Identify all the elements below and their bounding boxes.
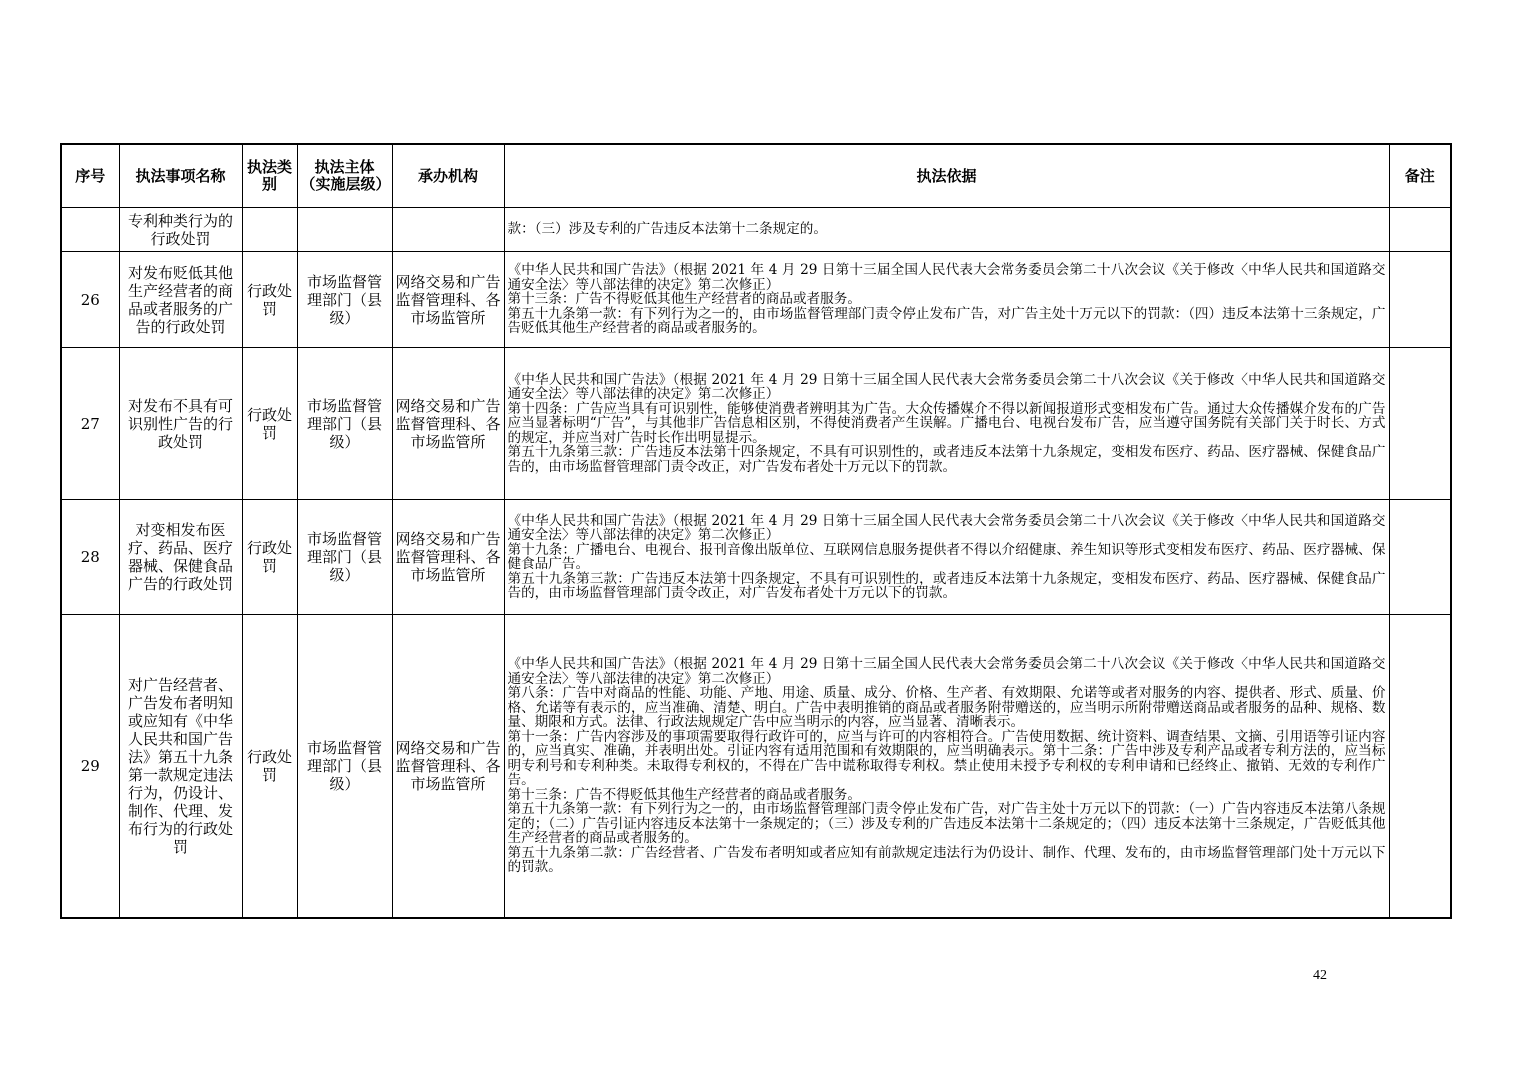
header-name: 执法事项名称 (119, 144, 242, 208)
row-name: 对变相发布医疗、药品、医疗器械、保健食品广告的行政处罚 (119, 500, 242, 615)
row-note (1389, 500, 1451, 615)
row-name: 专利种类行为的行政处罚 (119, 208, 242, 252)
row-seq: 29 (61, 615, 119, 918)
table-row (61, 615, 1451, 918)
row-basis (504, 500, 1389, 615)
row-org: 网络交易和广告监督管理科、各市场监管所 (392, 500, 504, 615)
basis-paragraph: 第五十九条第三款：广告违反本法第十四条规定，不具有可识别性的，或者违反本法第十九条规定，变相发布医疗、药品、医疗器械、保健食品广告的，由市场监督管理部门责令改正，对广告发布者处十万元以下的罚款。 (507, 444, 1386, 475)
basis-paragraph: 第五十九条第三款：广告违反本法第十四条规定，不具有可识别性的，或者违反本法第十九条规定，变相发布医疗、药品、医疗器械、保健食品广告的，由市场监督管理部门责令改正，对广告发布者处十万元以下的罚款。 (507, 570, 1386, 601)
row-org: 网络交易和广告监督管理科、各市场监管所 (392, 615, 504, 918)
row-subject: 市场监督管理部门（县级） (297, 252, 392, 348)
basis-paragraph: 第十一条：广告内容涉及的事项需要取得行政许可的，应当与许可的内容相符合。广告使用数据、统计资料、调查结果、文摘、引用语等引证内容的，应当真实、准确，并表明出处。引证内容有适用范围和有效期限的，应当明确表示。第十二条：广告中涉及专利产品或者专利方法的，应当标明专利号和专利种类。未取得专利权的，不得在广告中谎称取得专利权。禁止使用未授予专利权的专利申请和已经终止、撤销、无效的专利作广告。 (507, 728, 1386, 788)
basis-paragraph: 第十九条：广播电台、电视台、报刊音像出版单位、互联网信息服务提供者不得以介绍健康、养生知识等形式变相发布医疗、药品、医疗器械、保健食品广告。 (507, 541, 1386, 572)
row-basis (504, 208, 1389, 252)
basis-paragraph: 第五十九条第一款：有下列行为之一的，由市场监督管理部门责令停止发布广告，对广告主处十万元以下的罚款：（四）违反本法第十三条规定，广告贬低其他生产经营者的商品或者服务的。 (507, 305, 1386, 337)
basis-paragraph: 第十三条：广告不得贬低其他生产经营者的商品或者服务。 (507, 291, 861, 308)
row-name: 对发布贬低其他生产经营者的商品或者服务的广告的行政处罚 (119, 252, 242, 348)
row-subject: 市场监督管理部门（县级） (297, 615, 392, 918)
header-type: 执法类别 (242, 144, 297, 208)
row-basis (504, 615, 1389, 918)
header-subject: 执法主体（实施层级） (297, 144, 392, 208)
table-row (61, 348, 1451, 500)
header-basis: 执法依据 (504, 144, 1389, 208)
row-note (1389, 252, 1451, 348)
row-note (1389, 208, 1451, 252)
row-subject (297, 208, 392, 252)
row-subject: 市场监督管理部门（县级） (297, 500, 392, 615)
table-body (61, 208, 1451, 918)
law-enforcement-table (60, 143, 1452, 919)
row-seq (61, 208, 119, 252)
row-subject: 市场监督管理部门（县级） (297, 348, 392, 500)
basis-paragraph: 第十四条：广告应当具有可识别性，能够使消费者辨明其为广告。大众传播媒介不得以新闻报道形式变相发布广告。通过大众传播媒介发布的广告应当显著标明“广告”，与其他非广告信息相区别，不得使消费者产生误解。广播电台、电视台发布广告，应当遵守国务院有关部门关于时长、方式的规定，并应当对广告时长作出明显提示。 (507, 400, 1386, 446)
basis-paragraph: 《中华人民共和国广告法》（根据 2021 年 4 月 29 日第十三届全国人民代表大会常务委员会第二十八次会议《关于修改〈中华人民共和国道路交通安全法〉等八部法律的决定》第二次修正） (507, 371, 1386, 403)
row-seq: 28 (61, 500, 119, 615)
basis-paragraph: 第五十九条第一款：有下列行为之一的，由市场监督管理部门责令停止发布广告，对广告主处十万元以下的罚款：（一）广告内容违反本法第八条规定的；（二）广告引证内容违反本法第十一条规定的；（三）涉及专利的广告违反本法第十二条规定的；（四）违反本法第十三条规定，广告贬低其他生产经营者的商品或者服务的。 (507, 801, 1386, 846)
page-number: 42 (1313, 968, 1327, 983)
table-row (61, 252, 1451, 348)
row-basis (504, 348, 1389, 500)
row-org: 网络交易和广告监督管理科、各市场监管所 (392, 252, 504, 348)
table-row (61, 208, 1451, 252)
row-type (242, 208, 297, 252)
basis-paragraph: 款：（三）涉及专利的广告违反本法第十二条规定的。 (507, 221, 827, 238)
row-basis (504, 252, 1389, 348)
table-row (61, 500, 1451, 615)
basis-paragraph: 《中华人民共和国广告法》（根据 2021 年 4 月 29 日第十三届全国人民代表大会常务委员会第二十八次会议《关于修改〈中华人民共和国道路交通安全法〉等八部法律的决定》第二次修正） (507, 656, 1386, 687)
header-seq: 序号 (61, 144, 119, 208)
header-row (61, 144, 1451, 208)
row-name: 对广告经营者、广告发布者明知或应知有《中华人民共和国广告法》第五十九条第一款规定违法行为，仍设计、制作、代理、发布行为的行政处罚 (119, 615, 242, 918)
basis-paragraph: 第十三条：广告不得贬低其他生产经营者的商品或者服务。 (507, 786, 861, 803)
basis-paragraph: 《中华人民共和国广告法》（根据 2021 年 4 月 29 日第十三届全国人民代表大会常务委员会第二十八次会议《关于修改〈中华人民共和国道路交通安全法〉等八部法律的决定》第二次修正） (507, 512, 1386, 543)
row-type: 行政处罚 (242, 252, 297, 348)
row-seq: 26 (61, 252, 119, 348)
row-type: 行政处罚 (242, 348, 297, 500)
row-org: 网络交易和广告监督管理科、各市场监管所 (392, 348, 504, 500)
row-note (1389, 615, 1451, 918)
header-note: 备注 (1389, 144, 1451, 208)
row-note (1389, 348, 1451, 500)
basis-paragraph: 第八条：广告中对商品的性能、功能、产地、用途、质量、成分、价格、生产者、有效期限、允诺等或者对服务的内容、提供者、形式、质量、价格、允诺等有表示的，应当准确、清楚、明白。广告中表明推销的商品或者服务附带赠送的，应当明示所附带赠送商品或者服务的品种、规格、数量、期限和方式。法律、行政法规规定广告中应当明示的内容，应当显著、清晰表示。 (507, 685, 1386, 730)
row-seq: 27 (61, 348, 119, 500)
row-name: 对发布不具有可识别性广告的行政处罚 (119, 348, 242, 500)
row-type: 行政处罚 (242, 615, 297, 918)
basis-paragraph: 《中华人民共和国广告法》（根据 2021 年 4 月 29 日第十三届全国人民代表大会常务委员会第二十八次会议《关于修改〈中华人民共和国道路交通安全法〉等八部法律的决定》第二次修正） (507, 262, 1386, 293)
row-org (392, 208, 504, 252)
header-org: 承办机构 (392, 144, 504, 208)
row-type: 行政处罚 (242, 500, 297, 615)
basis-paragraph: 第五十九条第二款：广告经营者、广告发布者明知或者应知有前款规定违法行为仍设计、制作、代理、发布的，由市场监督管理部门处十万元以下的罚款。 (507, 844, 1386, 875)
